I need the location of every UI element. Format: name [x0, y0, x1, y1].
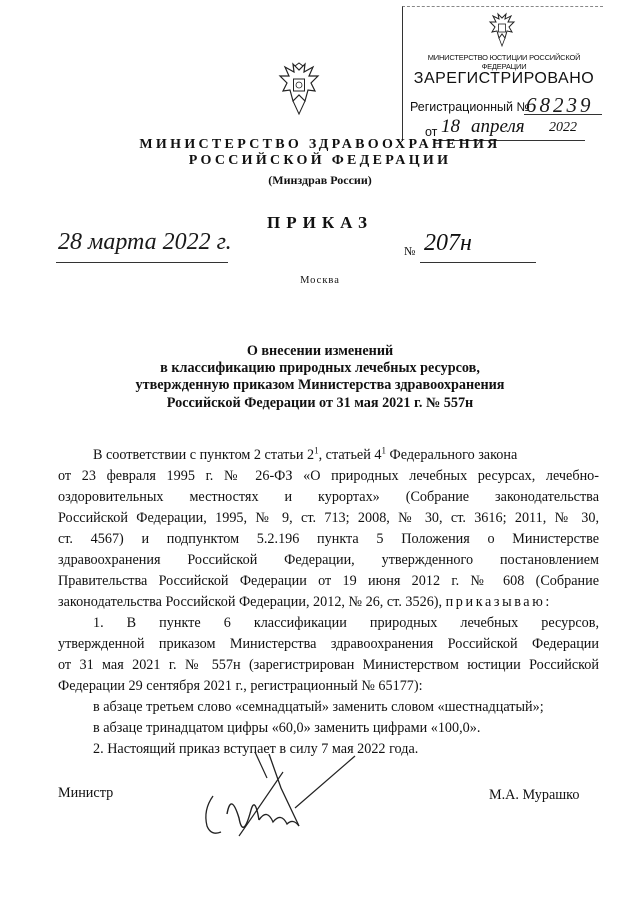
body-text: В соответствии с пунктом 2 статьи 2 — [93, 447, 315, 463]
coat-of-arms-emblem-icon — [276, 62, 322, 120]
body-line: оздоровительных местностях и курортах» (Собрание законодательства — [58, 489, 599, 505]
title-line: О внесении изменений — [246, 343, 394, 359]
body-line: здравоохранения Российской Федерации, утвержденного постановлением — [58, 552, 599, 568]
body-line: в абзаце третьем слово «семнадцатый» заменить словом «шестнадцатый»; — [93, 699, 544, 715]
title-line: утвержденную приказом Министерства здравоохранения — [135, 377, 505, 394]
order-number-sign: № — [404, 244, 416, 258]
signatory-name: М.А. Мурашко — [489, 787, 580, 803]
body-line: 2. Настоящий приказ вступает в силу 7 мая 2022 года. — [93, 741, 419, 757]
spaced-order-word: приказываю: — [445, 594, 552, 610]
body-line: утвержденной приказом Министерства здравоохранения Российской Федерации — [58, 636, 599, 652]
title-line: Российской Федерации от 31 мая 2021 г. № 557н — [166, 394, 474, 411]
body-text: , статьей 4 — [318, 447, 382, 463]
body-line: ст. 4567) и подпунктом 5.2.196 пункта 5 Положения о Министерстве — [58, 531, 599, 547]
body-line: Федерации 29 сентября 2021 г., регистрационный № 65177): — [58, 678, 423, 694]
stamp-date-year: 2022 — [549, 120, 577, 135]
document-type: ПРИКАЗ — [267, 213, 373, 232]
coat-of-arms-emblem-icon — [487, 12, 517, 50]
superscript: 1 — [314, 445, 319, 456]
stamp-reg-number-label: Регистрационный № — [410, 100, 530, 114]
document-title — [80, 343, 560, 412]
stamp-reg-number-underline — [524, 114, 602, 115]
body-line: от 23 февраля 1995 г. № 26-ФЗ «О природных лечебных ресурсах, лечебно- — [58, 468, 599, 484]
body-line: Правительства Российской Федерации от 19 июня 2012 г. № 608 (Собрание — [58, 573, 599, 589]
signatory-role: Министр — [58, 785, 114, 801]
body-line: от 31 мая 2021 г. № 557н (зарегистрирован Министерством юстиции Российской — [58, 657, 599, 673]
body-text: Федерального закона — [385, 447, 518, 463]
handwritten-signature — [195, 748, 375, 858]
body-line — [58, 593, 599, 612]
order-date: 28 марта 2022 г. — [58, 229, 232, 255]
order-number: 207н — [424, 230, 472, 256]
stamp-registered-label: ЗАРЕГИСТРИРОВАНО — [413, 70, 595, 87]
stamp-date-month: апреля — [471, 116, 525, 137]
stamp-reg-number: 68239 — [526, 93, 594, 117]
body-text: законодательства Российской Федерации, 2012, № 26, ст. 3526), — [58, 594, 443, 610]
ministry-short-name: (Минздрав России) — [268, 173, 372, 187]
order-date-underline — [56, 262, 228, 263]
stamp-date-prefix: от — [425, 125, 438, 139]
body-line: в абзаце тринадцатом цифры «60,0» заменить цифрами «100,0». — [93, 720, 481, 736]
ministry-name-line1: МИНИСТЕРСТВО ЗДРАВООХРАНЕНИЯ — [139, 137, 501, 152]
city: Москва — [300, 275, 340, 286]
body-line: Российской Федерации, 1995, № 9, ст. 713; 2008, № 30, ст. 3616; 2011, № 30, — [58, 510, 599, 526]
body-line: 1. В пункте 6 классификации природных лечебных ресурсов, — [93, 615, 599, 631]
superscript: 1 — [381, 445, 386, 456]
title-line: в классификацию природных лечебных ресурсов, — [160, 360, 480, 377]
ministry-name-line2: РОССИЙСКОЙ ФЕДЕРАЦИИ — [188, 153, 452, 168]
stamp-ministry-name: МИНИСТЕРСТВО ЮСТИЦИИ РОССИЙСКОЙ ФЕДЕРАЦИИ — [427, 53, 581, 71]
order-number-underline — [420, 262, 536, 263]
body-line — [93, 446, 599, 465]
stamp-date-day: 18 — [441, 116, 460, 137]
